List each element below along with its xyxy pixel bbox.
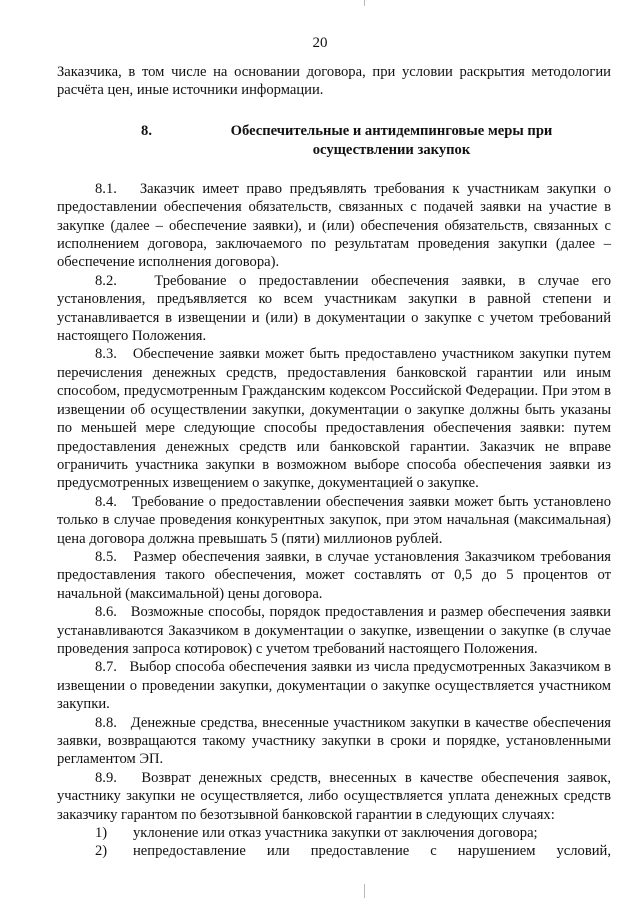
list-item-text: непредоставление или предоставление с нарушением условий,	[133, 843, 611, 860]
paragraph-8-8: 8.8. Денежные средства, внесенные участником закупки в качестве обеспечения заявки, возвращаются такому участнику закупки в сроки и порядке, установленными регламентом ЭП.	[57, 714, 611, 768]
paragraph-8-1: 8.1. Заказчик имеет право предъявлять требования к участникам закупки о предоставлении обеспечения обязательств, связанных с подачей заявки на участие в закупке (далее – обеспечение заявки), и (или) обеспечения обязательств, связанных с исполнением договора, заключаемого по результатам проведения закупки (далее – обеспечение исполнения договора).	[57, 180, 611, 271]
section-title: Обеспечительные и антидемпинговые меры при осуществлении закупок	[230, 122, 553, 158]
paragraph-8-9: 8.9. Возврат денежных средств, внесенных в качестве обеспечения заявок, участнику закупки не осуществляется, либо осуществляется уплата денежных средств заказчику гарантом по безотзывной банковской гарантии в следующих случаях:	[57, 769, 611, 823]
paragraph-8-4: 8.4. Требование о предоставлении обеспечения заявки может быть установлено только в случае проведения конкурентных закупок, при этом начальная (максимальная) цена договора должна превышать 5 (пяти) миллионов рублей.	[57, 493, 611, 547]
list-item	[57, 824, 611, 842]
list-item-text: уклонение или отказ участника закупки от заключения договора;	[133, 825, 538, 842]
list-item-number: 1)	[95, 825, 108, 842]
list-item-number: 2)	[95, 843, 108, 860]
section-heading	[57, 122, 611, 160]
paragraph-8-5: 8.5. Размер обеспечения заявки, в случае установления Заказчиком требования предоставления такого обеспечения, может составлять от 0,5 до 5 процентов от начальной (максимальной) цены договора.	[57, 548, 611, 602]
paragraph-8-6: 8.6. Возможные способы, порядок предоставления и размер обеспечения заявки устанавливаются Заказчиком в документации о закупке, извещении о закупке (в случае проведения запроса котировок) с учетом требований настоящего Положения.	[57, 604, 611, 657]
list-item	[57, 842, 611, 860]
intro-paragraph: Заказчика, в том числе на основании договора, при условии раскрытия методологии расчёта цен, иные источники информации.	[57, 64, 611, 99]
paragraph-8-2: 8.2. Требование о предоставлении обеспечения заявки, в случае его установления, предъявляется ко всем участникам закупки в равной степени и устанавливается в извещении и (или) в документации о закупке с учетом требований настоящего Положения.	[57, 272, 611, 345]
page-number: 20	[312, 35, 328, 51]
scan-artifact	[364, 0, 365, 6]
scan-artifact	[364, 884, 365, 898]
paragraph-8-3: 8.3. Обеспечение заявки может быть предоставлено участником закупки путем перечисления денежных средств, предоставления банковской гарантии или иным способом, предусмотренным Гражданским кодексом Российской Федерации. При этом в извещении об осуществлении закупки, документации о закупке должны быть указаны по меньшей мере следующие способы предоставления обеспечения заявки: путем предоставления денежных средств или банковской гарантии. Заказчик не вправе ограничить участника закупки в возможном выборе способа обеспечения заявки из предусмотренных извещением о закупке, документацией о закупке.	[57, 346, 611, 492]
document-body	[57, 63, 611, 861]
paragraph-8-7: 8.7. Выбор способа обеспечения заявки из числа предусмотренных Заказчиком в извещении о проведении закупки, документации о закупке осуществляется участником закупки.	[57, 659, 611, 713]
section-number: 8.	[141, 122, 152, 139]
